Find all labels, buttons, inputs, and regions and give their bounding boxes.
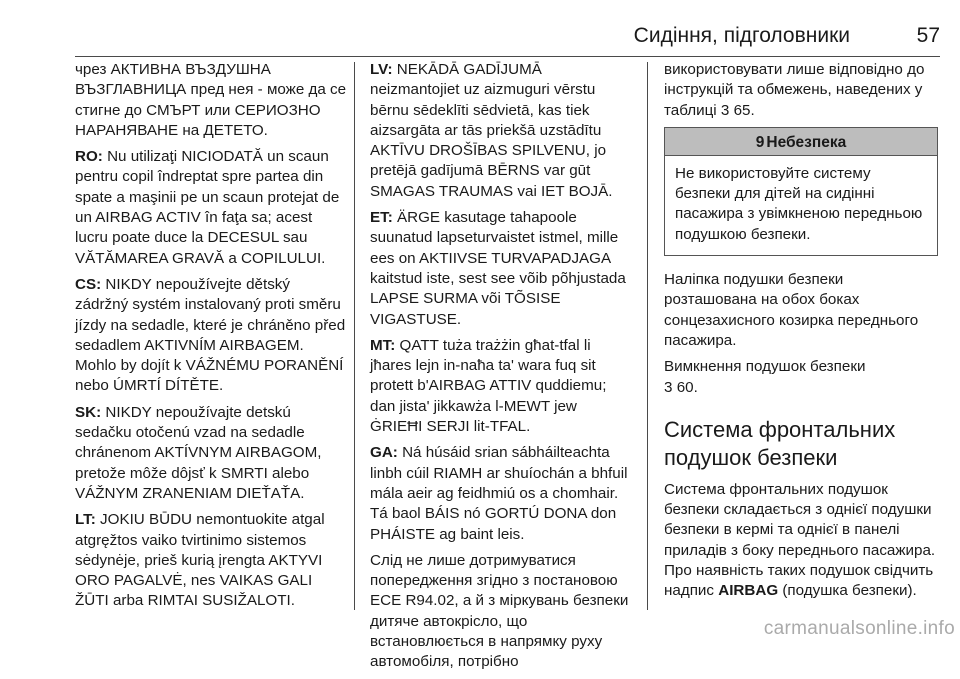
warning-et: ET: ÄRGE kasutage tahapoole suunatud lapseturvaistet istmel, mille ees on AKTIIVSE TURVAPADJAGA kaitstud iste, sest see võib põhjustada LAPSE SURMA või TÕSISE VIGASTUSE.: [370, 209, 626, 328]
danger-box-header: [665, 128, 937, 156]
paragraph-continued: використовувати лише відповідно до інструкцій та обмежень, наведених у таблиці 3 65.: [664, 61, 925, 119]
column-divider-2: [647, 62, 648, 610]
danger-box: [664, 127, 938, 256]
page-ref-link[interactable]: 65.: [733, 101, 755, 119]
paragraph-airbag-label: Наліпка подушки безпеки розташована на обох боках сонцезахисного козирка переднього пасажира.: [664, 271, 919, 349]
page-number: 57: [916, 24, 940, 47]
lang-code-mt: MT:: [370, 336, 396, 354]
warning-sk: SK: NIKDY nepoužívajte detskú sedačku otočenú vzad na sedadle chránenom AKTÍVNYM AIRBAGOM, pretože môže dôjsť k SMRTI alebo VÁŽNYM ZRANENIAM DIEŤAŤA.: [75, 403, 322, 502]
airbag-label: AIRBAG: [718, 582, 779, 600]
watermark: carmanualsonline.info: [763, 618, 955, 639]
page-ref-link[interactable]: 60.: [676, 378, 698, 396]
warning-triangle-icon: 9: [755, 133, 765, 151]
paragraph-ece-r94: Слід не лише дотримуватися попередження згідно з постановою ECE R94.02, а й з міркувань безпеки дитяче автокрісло, що встановлюється в напрямку руху автомобіля, потрібно: [370, 551, 629, 671]
column-divider-1: [354, 62, 355, 610]
page-ref-icon: 3: [664, 378, 673, 396]
paragraph-front-airbag: Система фронтальних подушок безпеки складається з однієї подушки безпеки в кермі та однієї в панелі приладів з боку переднього пасажира. Про наявність таких подушок свідчить надпис AIRBAG (подушка безпеки).: [664, 480, 936, 600]
warning-lt: LT: JOKIU BŪDU nemontuokite atgal atgręžtos vaiko tvirtinimo sistemos sėdynėje, prieš kurią įrengta AKTYVI ORO PAGALVĖ, nes VAIKAS GALI ŽŪTI arba RIMTAI SUSIŽALOTI.: [75, 511, 325, 610]
lang-code-ro: RO:: [75, 148, 103, 166]
bg-warning-continued: чрез АКТИВНА ВЪЗДУШНА ВЪЗГЛАВНИЦА пред нея - може да се стигне до СМЪРТ или СЕРИОЗНО НАРАНЯВАНЕ на ДЕТЕТО.: [75, 61, 347, 139]
lang-code-sk: SK:: [75, 403, 102, 421]
header-rule: [75, 56, 940, 57]
section-heading: Система фронтальних подушок безпеки: [664, 416, 896, 470]
warning-cs: CS: NIKDY nepoužívejte dětský zádržný systém instalovaný proti směru jízdy na sedadle, které je chráněno před sedadlem AKTIVNÍM AIRBAGEM. Mohlo by dojít k VÁŽNÉMU PORANĚNÍ nebo ÚMRTÍ DÍTĚTE.: [75, 275, 346, 395]
lang-code-ga: GA:: [370, 444, 398, 462]
column-1: [75, 60, 347, 618]
warning-mt: MT: QATT tuża trażżin għat-tfal li jħares lejn in-naħa ta' wara fuq sit protett b'AIRBAG ATTIV quddiemu; dan jista' jikkawża l-MEWT jew ĠRIEĦI SERJI lit-TFAL.: [370, 336, 607, 436]
danger-box-text: Не використовуйте систему безпеки для дітей на сидінні пасажира з увімкненою передньою подушкою безпеки.: [675, 164, 923, 243]
page-header-title: Сидіння, підголовники: [633, 24, 850, 47]
danger-box-title: Небезпека: [766, 133, 847, 151]
warning-ro: RO: Nu utilizaţi NICIODATĂ un scaun pentru copil îndreptat spre partea din spate a maşinii pe un scaun protejat de un AIRBAG ACTIV în faţa sa; acest lucru poate duce la DECESUL sau VĂTĂMAREA GRAVĂ a COPILULUI.: [75, 148, 340, 267]
column-2: [370, 60, 632, 679]
lang-code-lt: LT:: [75, 511, 96, 529]
column-3: [664, 60, 940, 608]
lang-code-lv: LV:: [370, 61, 393, 78]
warning-lv: LV: NEKĀDĀ GADĪJUMĀ neizmantojiet uz aizmuguri vērstu bērnu sēdeklīti sēdvietā, kas tiek aizsargāta ar tās priekšā uzstādītu AKTĪVU DROŠĪBAS SPILVENU, jo pretējā gadījumā BĒRNS var gūt SMAGAS TRAUMAS vai IET BOJĀ.: [370, 61, 613, 200]
lang-code-et: ET:: [370, 209, 393, 227]
page-ref-icon: 3: [720, 101, 730, 119]
warning-ga: GA: Ná húsáid srian sábháilteachta linbh cúil RIAMH ar shuíochán a bhfuil mála aeir ag feidhmiú os a chomhair. Tá baol BÁIS nó GORTÚ DONA don PHÁISTE ag baint leis.: [370, 444, 628, 543]
paragraph-deactivation: Вимкнення подушок безпеки 3 60.: [664, 358, 866, 396]
lang-code-cs: CS:: [75, 275, 102, 293]
